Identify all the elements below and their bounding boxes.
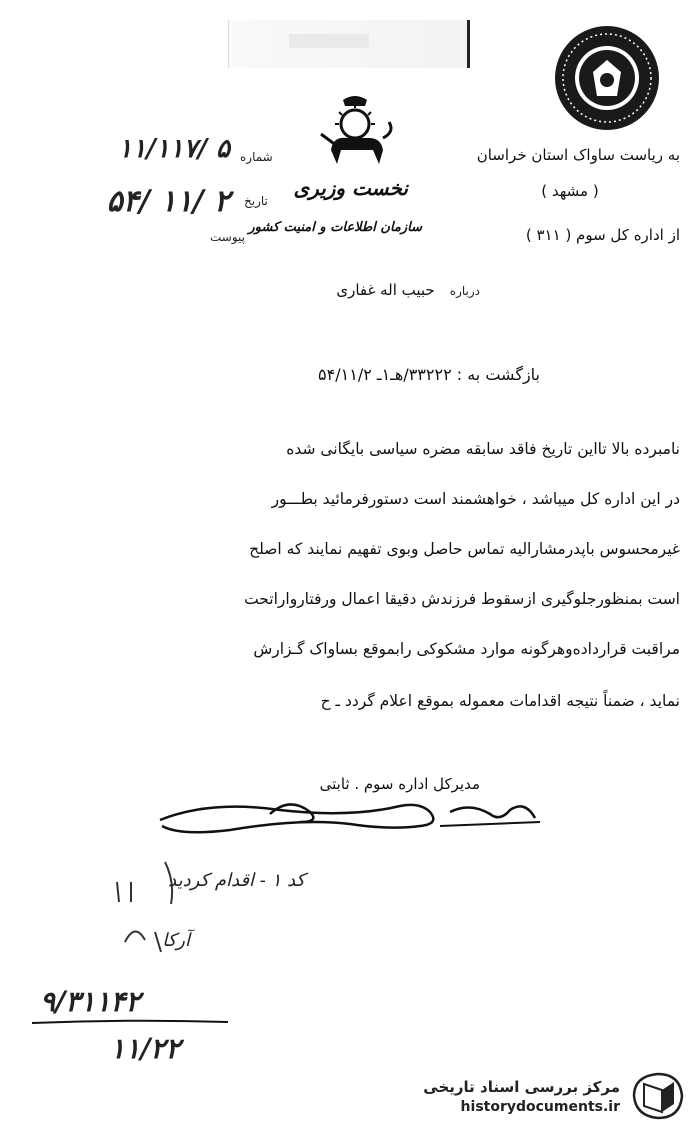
handwritten-signature-icon [150, 792, 550, 842]
body-line-2: در این اداره کل میباشد ، خواهشمند است دستورفرمائید بطـــور [271, 490, 680, 508]
body-line-1: نامبرده بالا تااین تاریخ فاقد سابقه مضره سیاسی بایگانی شده [286, 440, 680, 458]
org-name-line-1: نخست وزیری [293, 176, 408, 200]
subject-label: درباره [449, 284, 480, 298]
body-line-3: غیرمحسوس باپدرمشارالیه تماس حاصل وبوی تفهیم نمایند که اصلح [249, 540, 680, 558]
date-label: تاریخ [244, 194, 268, 208]
recipient-city: ( مشهد ) [541, 182, 599, 200]
letter-number: ۱۱/۱۱۷/ ۵ [118, 134, 230, 164]
watermark-name: مرکز بررسی اسناد تاریخی [423, 1078, 620, 1096]
reference-line: بازگشت به : ۳۳۲۲۲/هـ۱ـ ۵۴/۱۱/۲ [318, 365, 540, 384]
org-name-line-2: سازمان اطلاعات و امنیت کشور [248, 220, 422, 235]
margin-note-1: کد ۱ - اقدام کردید [168, 870, 305, 891]
archive-ref-date: ۱۱/۲۲ [110, 1032, 181, 1065]
attachment-label: پیوست [210, 230, 245, 244]
body-line-4: است بمنظورجلوگیری ازسقوط فرزندش دقیقا اعمال ورفتارواراتحت [244, 590, 680, 608]
body-line-5: مراقبت قراردادەوهرگونه موارد مشکوکی رابموقع بساواک گـزارش [253, 640, 680, 658]
margin-note-2: آرکا [162, 930, 190, 951]
underline-divider [30, 1017, 230, 1027]
watermark-logo-icon [628, 1070, 686, 1122]
top-stamp-box [228, 20, 470, 68]
subject-line [260, 280, 480, 299]
subject-value: حبیب اله غفاری [336, 281, 435, 299]
lion-and-sun-emblem-icon [313, 92, 397, 174]
body-line-6: نماید ، ضمناً نتیجه اقدامات معموله بموقع اعلام گردد ـ ح [320, 692, 680, 710]
signer-name: مدیرکل اداره سوم . ثابتی [319, 775, 480, 793]
sender-line: از اداره کل سوم ( ۳۱۱ ) [525, 226, 680, 244]
letter-date: ۵۴/ ۱۱/ ۲ [106, 184, 230, 219]
archive-ref-number: ۹/۳۱۱۴۲ [40, 985, 141, 1018]
round-seal-icon [553, 24, 661, 132]
watermark-url: historydocuments.ir [460, 1099, 620, 1115]
number-label: شماره [240, 150, 273, 164]
recipient-line: به ریاست ساواک استان خراسان [476, 146, 680, 164]
